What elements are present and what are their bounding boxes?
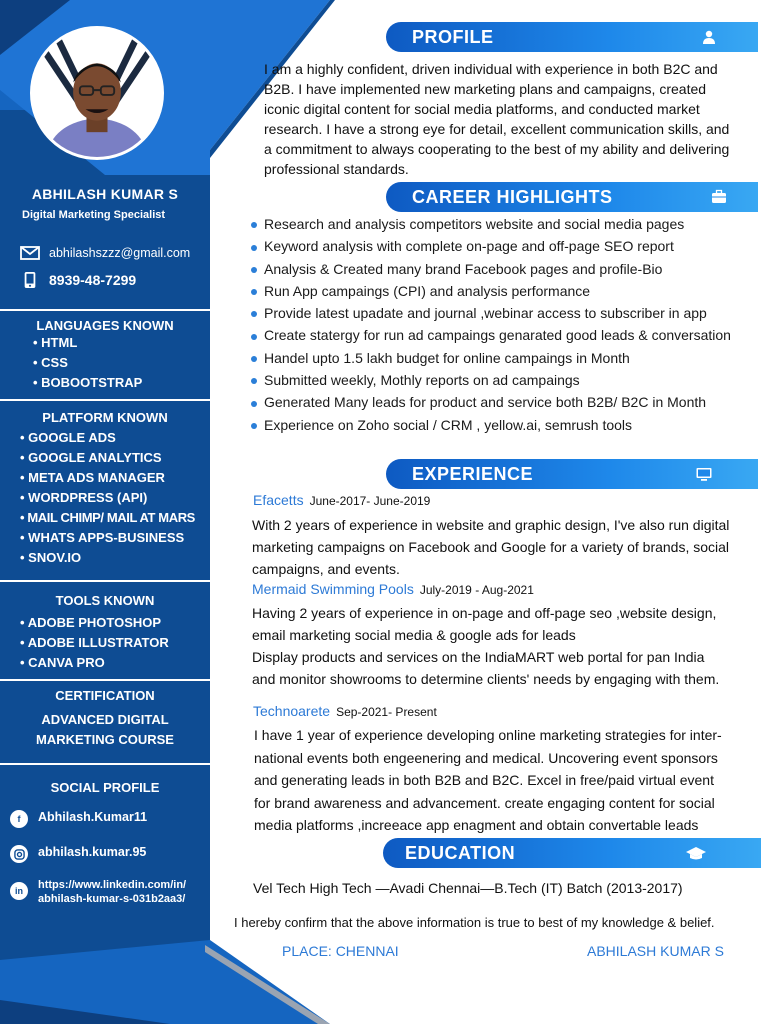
facebook-icon: f bbox=[10, 810, 28, 828]
list-item: Create statergy for run ad campaings genarated good leads & conversation bbox=[251, 324, 731, 346]
career-highlights-title: CAREER HIGHLIGHTS bbox=[412, 187, 613, 207]
education-header bbox=[383, 838, 761, 868]
candidate-role: Digital Marketing Specialist bbox=[22, 209, 166, 221]
email-row bbox=[20, 245, 190, 261]
bullet-icon bbox=[251, 222, 257, 228]
list-item: • ADOBE ILLUSTRATOR bbox=[20, 633, 169, 653]
languages-list bbox=[33, 333, 142, 393]
list-item: • WHATS APPS-BUSINESS bbox=[20, 528, 195, 548]
bullet-icon bbox=[251, 267, 257, 273]
divider bbox=[0, 679, 210, 681]
job-description: Having 2 years of experience in on-page and off-page seo ,website design, email marketing social media & google ads for leads Display products and services on the IndiaMART web portal for pan India and monitor showrooms to determine clients' needs by engaging with them. bbox=[252, 605, 720, 687]
profile-line: iconic digital content for social media platforms, and conducted market bbox=[264, 101, 700, 117]
mail-icon bbox=[20, 245, 40, 261]
bullet-icon bbox=[251, 334, 257, 340]
profile-line: research. I have a strong eye for detail, excellent communication skills, and bbox=[264, 121, 730, 137]
platform-title: PLATFORM KNOWN bbox=[42, 410, 168, 425]
profile-line: a commitment to always cooperating to the best of my ability and delivering bbox=[264, 141, 730, 157]
declaration-text: I hereby confirm that the above information is true to best of my knowledge & belief. bbox=[234, 915, 715, 930]
job-description: With 2 years of experience in website and graphic design, I've also run digital marketing campaigns on Facebook and Google for a variety of brands, social campaigns, and events. bbox=[252, 517, 730, 577]
certification-title: CERTIFICATION bbox=[55, 688, 155, 703]
bullet-icon bbox=[251, 311, 257, 317]
list-item: • GOOGLE ADS bbox=[20, 428, 195, 448]
job-header-mermaid bbox=[252, 581, 534, 597]
profile-photo bbox=[30, 26, 164, 160]
experience-title: EXPERIENCE bbox=[412, 464, 534, 484]
divider bbox=[0, 309, 210, 311]
footer-decoration bbox=[0, 940, 330, 1024]
list-item: Provide latest upadate and journal ,webinar access to subscriber in app bbox=[251, 302, 731, 324]
facebook-handle[interactable]: Abhilash.Kumar11 bbox=[38, 810, 148, 824]
company-name: Technoarete bbox=[253, 703, 331, 719]
job-header-efacetts bbox=[253, 492, 430, 508]
list-item: • WORDPRESS (API) bbox=[20, 488, 195, 508]
linkedin-url[interactable] bbox=[38, 878, 186, 906]
list-item: Handel upto 1.5 lakh budget for online campaings in Month bbox=[251, 347, 731, 369]
company-name: Mermaid Swimming Pools bbox=[252, 581, 414, 597]
experience-header bbox=[386, 459, 758, 489]
instagram-icon bbox=[10, 845, 28, 863]
list-item: Research and analysis competitors website and social media pages bbox=[251, 213, 731, 235]
tools-list bbox=[20, 613, 169, 673]
bullet-icon bbox=[251, 245, 257, 251]
signature-name: ABHILASH KUMAR S bbox=[587, 943, 724, 959]
job-dates: July-2019 - Aug-2021 bbox=[419, 583, 534, 597]
email-text[interactable]: abhilashszzz@gmail.com bbox=[49, 246, 191, 260]
profile-title: PROFILE bbox=[412, 27, 494, 47]
linkedin-url-line-2: abhilash-kumar-s-031b2aa3/ bbox=[38, 893, 186, 905]
job-dates: Sep-2021- Present bbox=[336, 705, 437, 719]
list-item: • CSS bbox=[33, 353, 142, 373]
divider bbox=[0, 580, 210, 582]
career-highlights-header bbox=[386, 182, 758, 212]
monitor-icon bbox=[696, 466, 712, 482]
certification-line-1: ADVANCED DIGITAL bbox=[41, 712, 169, 727]
profile-header bbox=[386, 22, 758, 52]
certification-line-2: MARKETING COURSE bbox=[36, 732, 174, 747]
phone-row bbox=[20, 272, 136, 288]
list-item: • HTML bbox=[33, 333, 142, 353]
linkedin-icon: in bbox=[10, 882, 28, 900]
social-title: SOCIAL PROFILE bbox=[50, 780, 160, 795]
career-highlights-list bbox=[251, 213, 731, 436]
list-item: • BOBOOTSTRAP bbox=[33, 373, 142, 393]
linkedin-url-line-1: https://www.linkedin.com/in/ bbox=[38, 879, 187, 891]
tools-title: TOOLS KNOWN bbox=[55, 593, 155, 608]
bullet-icon bbox=[251, 289, 257, 295]
list-item: Experience on Zoho social / CRM , yellow.ai, semrush tools bbox=[251, 414, 731, 436]
list-item: Analysis & Created many brand Facebook pages and profile-Bio bbox=[251, 258, 731, 280]
divider bbox=[0, 763, 210, 765]
list-item: • GOOGLE ANALYTICS bbox=[20, 448, 195, 468]
briefcase-icon bbox=[711, 189, 727, 205]
profile-line: I am a highly confident, driven individual with experience in both B2C and bbox=[264, 61, 718, 77]
education-title: EDUCATION bbox=[405, 843, 516, 863]
list-item: • ADOBE PHOTOSHOP bbox=[20, 613, 169, 633]
graduation-cap-icon bbox=[686, 845, 706, 861]
bullet-icon bbox=[251, 378, 257, 384]
facebook-row bbox=[10, 810, 147, 828]
profile-summary bbox=[264, 59, 764, 179]
platform-list bbox=[20, 428, 195, 568]
job-header-technoarete bbox=[253, 703, 437, 719]
bullet-icon bbox=[251, 401, 257, 407]
instagram-row bbox=[10, 845, 146, 863]
instagram-handle[interactable]: abhilash.kumar.95 bbox=[38, 845, 147, 859]
linkedin-row bbox=[10, 878, 186, 906]
sidebar bbox=[0, 0, 210, 1024]
sidebar-content bbox=[0, 0, 210, 1024]
bullet-icon bbox=[251, 356, 257, 362]
list-item: • CANVA PRO bbox=[20, 653, 169, 673]
education-entry: Vel Tech High Tech —Avadi Chennai—B.Tech (IT) Batch (2013-2017) bbox=[253, 880, 683, 896]
list-item: • SNOV.IO bbox=[20, 548, 195, 568]
list-item: Generated Many leads for product and service both B2B/ B2C in Month bbox=[251, 391, 731, 413]
list-item: Run App campaings (CPI) and analysis performance bbox=[251, 280, 731, 302]
company-name: Efacetts bbox=[253, 492, 304, 508]
user-icon bbox=[701, 29, 717, 45]
place-text: PLACE: CHENNAI bbox=[282, 943, 399, 959]
job-dates: June-2017- June-2019 bbox=[309, 494, 431, 508]
divider bbox=[0, 399, 210, 401]
list-item: • META ADS MANAGER bbox=[20, 468, 195, 488]
profile-line: B2B. I have implemented new marketing plans and campaigns, created bbox=[264, 81, 707, 97]
phone-icon bbox=[20, 272, 40, 288]
list-item: Submitted weekly, Mothly reports on ad campaings bbox=[251, 369, 731, 391]
job-description: I have 1 year of experience developing online marketing strategies for inter- national events both engeenering and medical. Uncovering event sponsors and generating leads in both B2B and B2C. Excel in free/paid virtual event for brand awareness and advancement. create engaging content for social media platforms ,increeace app enagment and obtain convertable leads bbox=[254, 727, 722, 833]
candidate-name: ABHILASH KUMAR S bbox=[31, 186, 179, 202]
profile-line: professional standards. bbox=[264, 161, 409, 177]
languages-title: LANGUAGES KNOWN bbox=[36, 318, 174, 333]
phone-text[interactable]: 8939-48-7299 bbox=[49, 272, 137, 288]
bullet-icon bbox=[251, 423, 257, 429]
list-item: • MAIL CHIMP/ MAIL AT MARS bbox=[20, 508, 195, 528]
list-item: Keyword analysis with complete on-page and off-page SEO report bbox=[251, 235, 731, 257]
